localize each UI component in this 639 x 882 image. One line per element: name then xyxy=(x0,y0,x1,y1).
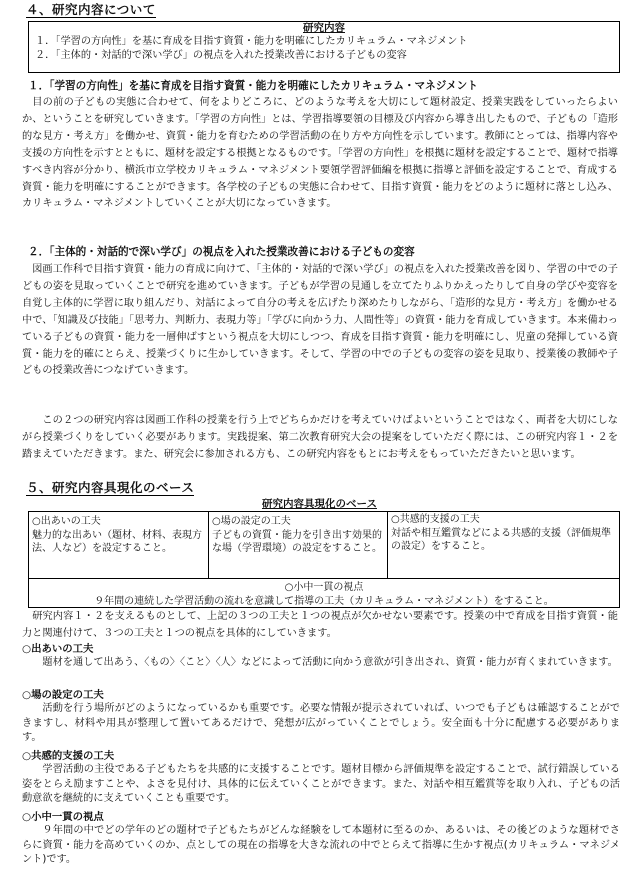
table-cell-encounter: ○出あいの工夫 魅力的な出あい（題材、材料、表現方法、人など）を設定すること。 xyxy=(32,516,202,554)
point-support-body: 学習活動の主役である子どもたちを共感的に支援することです。題材目標から評価規準を設定することで、試行錯誤している姿をとらえ励ますことや、よさを見付け、具体的に伝えていくことができます。また、対話や相互鑑賞等を取り入れ、子どもの活動意欲を継続的に支えていくことも重要です。 xyxy=(22,764,620,805)
section5-intro: 研究内容１・２を支えるものとして、上記の３つの工夫と１つの視点が欠かせない要素です。授業の中で育成を目指す資質・能力と関連付けて、３つの工夫と１つの視点を具体的にしていきます。 xyxy=(22,611,618,639)
research-content-box-title: 研究内容 xyxy=(303,22,345,34)
point-consistency-body: ９年間の中でどの学年のどの題材で子どもたちがどんな経験をして本題材に至るのか、あるいは、その後どのような題材でさらに資質・能力を高めていくのか、点としての現在の指導を大きな流れの中でとらえて指導に生かす視点(カリキュラム・マネジメント)です。 xyxy=(22,825,620,866)
section5-heading: ５、研究内容具現化のベース xyxy=(26,480,195,495)
point-encounter-body: 題材を通して出あう、〈もの〉〈こと〉〈人〉などによって活動に向かう意欲が引き出され、資質・能力が育くまれていきます。 xyxy=(42,657,618,668)
subsection1-body: 目の前の子どもの実態に合わせて、何をよりどころに、どのような考えを大切にして題材設定、授業実践をしていったらよいか、ということを研究していきます。「学習の方向性」とは、学習指導要領の目標及び内容から導き出したもので、子どもの「造形的な見方・考え方」を働かせ、資質・能力を育むための学習活動の在り方や方向性を示しています。教師にとっては、指導内容や支援の方向性を示すとともに、題材を設定する根拠となるものです。「学習の方向性」を根拠に題材を設定することで、題材で指導すべき内容が分かり、横浜市立学校カリキュラム・マネジメント要領学習評価編を根拠に指導と評価を設定することで、育成する資質・能力を明確にすることができます。各学校の子どもの実態に合わせて、目指す資質・能力をどのように題材に落とし込み、カリキュラム・マネジメントしていくことが大切になっていきます。 xyxy=(22,97,618,210)
table-cell-consistency: ○小中一貫の視点 ９年間の連続した学習活動の流れを意識して指導の工夫（カリキュラム・マネジメント）をすること。 xyxy=(94,582,554,607)
research-item-2: ２．「主体的・対話的で深い学び」の視点を入れた授業改善における子どもの変容 xyxy=(35,50,407,61)
table-cell-support: ○共感的支援の工夫 対話や相互鑑賞などによる共感的支援（評価規準の設定）をすること。 xyxy=(391,514,611,552)
point-consistency-title: ○小中一貫の視点 xyxy=(22,811,104,823)
subsection2-body: 図画工作科で目指す資質・能力の育成に向けて、「主体的・対話的で深い学び」の視点を入れた授業改善を図り、学習の中での子どもの姿を見取っていくことで研究を進めていきます。子どもが学習の見通しを立てたりふりかえったりして自身の学びや変容を自覚し主体的に学習に取り組んだり、対話によって自分の考えを広げたり深めたりしながら、「造形的な見方・考え方」を働かせる中で、「知識及び技能」「思考力、判断力、表現力等」「学びに向かう力、人間性等」の資質・能力を育成していきます。本来備わっている子どもの資質・能力を一層伸ばすという視点を大切にしつつ、育成を目指す資質・能力を明確にし、児童の発揮している資質・能力を的確にとらえ、授業づくりに生かしていきます。そして、学習の中での子どもの変容の姿を見取り、授業後の教師や子どもの授業改善につなげていきます。 xyxy=(22,264,618,377)
research-content-box xyxy=(28,21,620,73)
point-support-title: ○共感的支援の工夫 xyxy=(22,750,115,762)
section4-heading: ４、研究内容について xyxy=(26,2,156,17)
subsection1-title: １．「学習の方向性」を基に育成を目指す資質・能力を明確にしたカリキュラム・マネジメント xyxy=(28,80,478,92)
point-setting-title: ○場の設定の工夫 xyxy=(22,689,104,701)
table-divider-h xyxy=(28,578,620,579)
table-cell-setting: ○場の設定の工夫 子どもの資質・能力を引き出す効果的な場（学習環境）の設定をすること。 xyxy=(212,516,382,554)
base-table-title: 研究内容具現化のベース xyxy=(262,498,377,510)
point-encounter-title: ○出あいの工夫 xyxy=(22,643,94,655)
research-item-1: １．「学習の方向性」を基に育成を目指す資質・能力を明確にしたカリキュラム・マネジメント xyxy=(35,36,468,47)
subsection2-title: ２．「主体的・対話的で深い学び」の視点を入れた授業改善における子どもの変容 xyxy=(28,246,415,258)
point-setting-body: 活動を行う場所がどのようになっているかも重要です。必要な情報が提示されていれば、いつでも子どもは確認することができますし、材料や用具が整理して置いてあるだけで、発想が広がっていくことでしょう。安全面も十分に配慮する必要があります。 xyxy=(22,703,620,744)
closing-paragraph: この２つの研究内容は図画工作科の授業を行う上でどちらかだけを考えていけばよいということではなく、両者を大切にしながら授業づくりをしていく必要があります。実践提案、第二次教育研究大会の提案をしていただく際には、この研究内容１・２を踏まえていただきます。また、研究会に参加される方も、この研究内容をもとにお考えをもっていただきたいと思います。 xyxy=(22,415,618,460)
